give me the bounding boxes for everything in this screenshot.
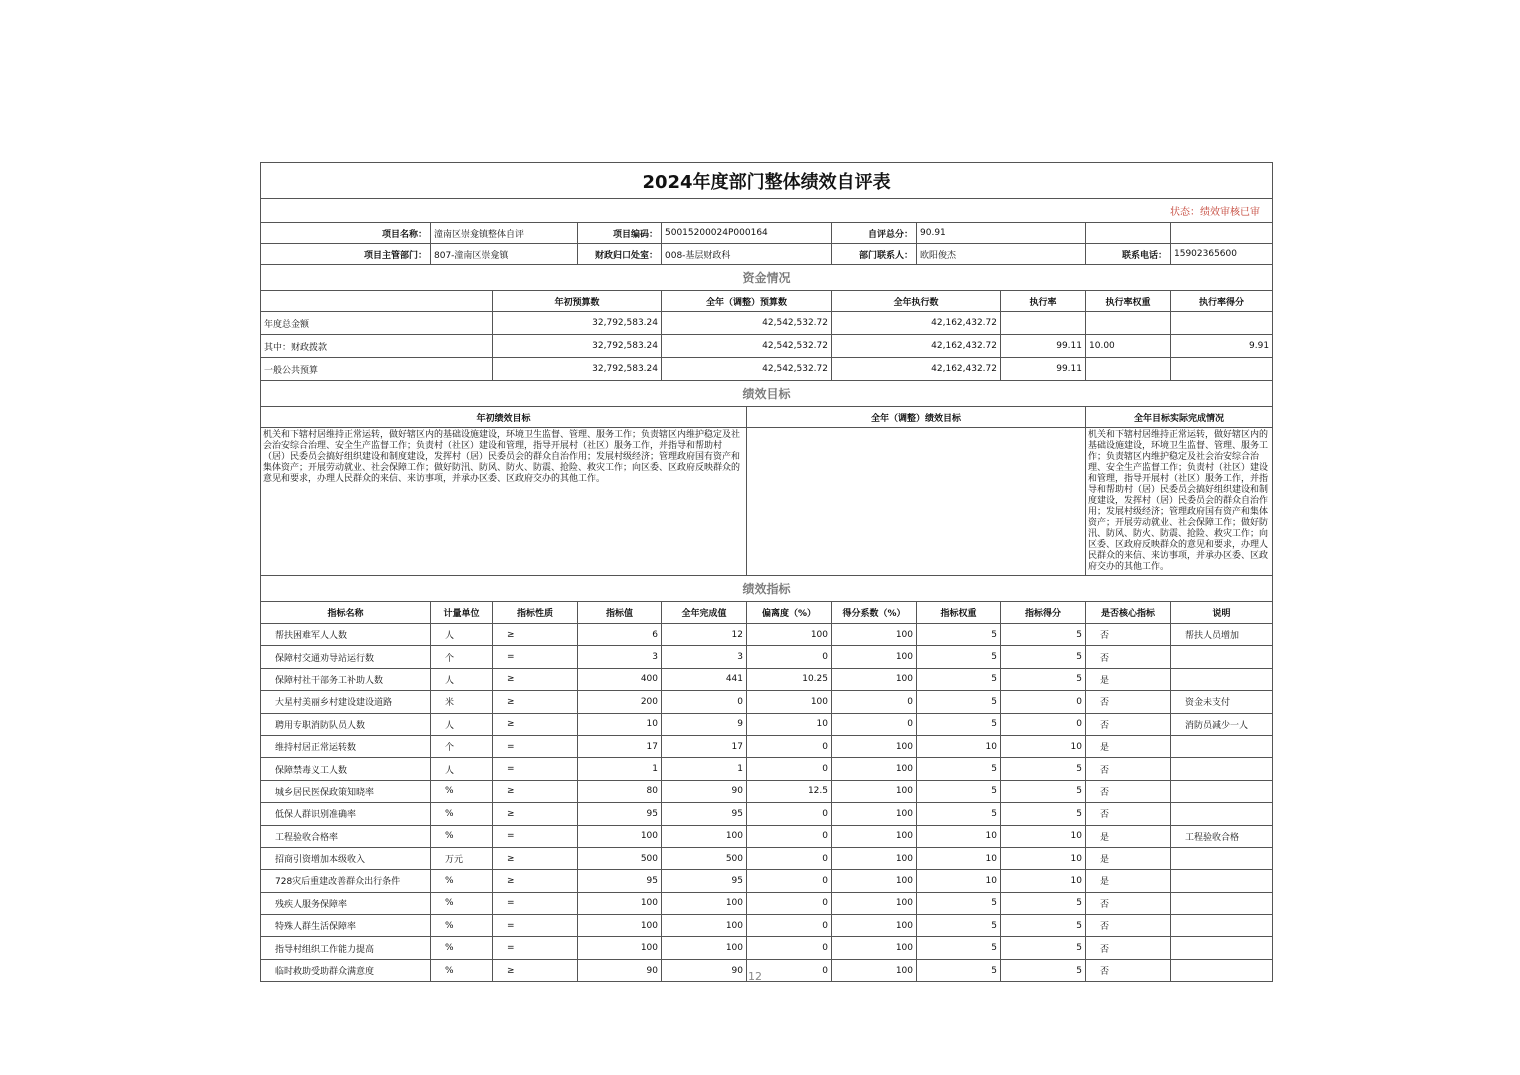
indicator-name: 728灾后重建改善群众出行条件 — [261, 870, 431, 892]
indicators-section-title: 绩效指标 — [261, 576, 1273, 602]
goal-initial-text: 机关和下辖村居维持正常运转，做好辖区内的基础设施建设，环境卫生监督、管理、服务工作；负责辖区内维护稳定及社会治安综合治理、安全生产监督工作；负责村（社区）建设和管理，指导开展村（社区）服务工作，并指导和帮助村（居）民委员会搞好组织建设和制度建设，发挥村（居）民委员会的群众自治作用；发展村级经济；管理政府国有资产和集体资产；开展劳动就业、社会保障工作；做好防汛、防风、防火、防震、抢险、救灾工作；向区委、区政府反映群众的意见和要求，办理人民群众的来信、来访事项，并承办区委、区政府交办的其他工作。 — [261, 428, 747, 576]
indicator-cell: 5 — [1001, 803, 1086, 825]
page-title: 2024年度部门整体绩效自评表 — [261, 163, 1273, 199]
indicator-cell: % — [431, 892, 493, 914]
indicator-cell: 5 — [917, 937, 1001, 959]
funds-header-row — [261, 291, 1273, 312]
indicator-name: 帮扶困难军人人数 — [261, 624, 431, 646]
funds-value — [1001, 312, 1086, 335]
indicator-cell: 0 — [747, 735, 832, 757]
contact-label: 部门联系人： — [832, 244, 917, 265]
status-badge: 状态：绩效审核已审 — [261, 199, 1273, 223]
funds-value: 42,542,532.72 — [662, 335, 832, 358]
indicator-cell: 100 — [832, 825, 917, 847]
indicator-cell: 500 — [662, 847, 747, 869]
indicator-cell: 17 — [662, 735, 747, 757]
indicator-cell: 0 — [747, 937, 832, 959]
score-label: 自评总分： — [832, 223, 917, 244]
project-code-value: 50015200024P000164 — [662, 223, 832, 244]
indicator-cell — [1171, 847, 1273, 869]
phone-value: 15902365600 — [1171, 244, 1273, 265]
indicator-cell: 5 — [917, 780, 1001, 802]
indicator-cell: 5 — [1001, 937, 1086, 959]
indicator-cell: 5 — [1001, 780, 1086, 802]
indicator-header: 指标值 — [578, 602, 662, 624]
indicator-name: 保障村社干部务工补助人数 — [261, 668, 431, 690]
indicator-cell: ≥ — [493, 803, 578, 825]
indicator-cell: 是 — [1086, 735, 1171, 757]
indicator-name: 大星村美丽乡村建设建设道路 — [261, 691, 431, 713]
indicator-cell: = — [493, 825, 578, 847]
indicator-cell: 3 — [578, 646, 662, 668]
indicator-cell: 100 — [662, 937, 747, 959]
indicator-name: 临时救助受助群众满意度 — [261, 959, 431, 981]
table-row — [261, 624, 1273, 646]
indicator-cell: 否 — [1086, 915, 1171, 937]
dept-value: 807-潼南区崇龛镇 — [431, 244, 578, 265]
indicator-cell: 100 — [832, 847, 917, 869]
indicator-cell: 10 — [917, 825, 1001, 847]
indicator-cell: 100 — [832, 870, 917, 892]
indicator-cell: 90 — [578, 959, 662, 981]
indicator-header: 指标得分 — [1001, 602, 1086, 624]
indicator-cell: ≥ — [493, 691, 578, 713]
indicator-cell: % — [431, 937, 493, 959]
funds-value: 42,162,432.72 — [832, 335, 1001, 358]
funds-value: 42,162,432.72 — [832, 312, 1001, 335]
indicator-cell: 10 — [1001, 735, 1086, 757]
indicator-cell: 12 — [662, 624, 747, 646]
evaluation-table — [260, 162, 1273, 982]
indicator-cell: 0 — [662, 691, 747, 713]
table-row — [261, 758, 1273, 780]
indicator-cell: 95 — [578, 803, 662, 825]
indicator-header: 计量单位 — [431, 602, 493, 624]
indicator-name: 城乡居民医保政策知晓率 — [261, 780, 431, 802]
indicator-cell: 资金未支付 — [1171, 691, 1273, 713]
indicator-cell: ≥ — [493, 668, 578, 690]
funds-header: 全年执行数 — [832, 291, 1001, 312]
indicator-cell: 个 — [431, 735, 493, 757]
indicator-cell: 是 — [1086, 668, 1171, 690]
indicator-cell: 5 — [917, 713, 1001, 735]
indicator-cell: 万元 — [431, 847, 493, 869]
indicator-cell: 5 — [917, 758, 1001, 780]
indicator-cell: 5 — [1001, 915, 1086, 937]
indicator-cell: 100 — [832, 780, 917, 802]
indicator-cell: 0 — [747, 803, 832, 825]
indicator-cell: 否 — [1086, 803, 1171, 825]
indicator-cell: 95 — [662, 870, 747, 892]
indicator-cell: = — [493, 937, 578, 959]
table-row — [261, 691, 1273, 713]
indicator-cell: 100 — [832, 803, 917, 825]
table-row — [261, 937, 1273, 959]
indicator-cell: 10 — [1001, 870, 1086, 892]
indicator-cell — [1171, 959, 1273, 981]
indicator-cell: 5 — [917, 646, 1001, 668]
indicator-cell: 100 — [832, 758, 917, 780]
indicator-name: 特殊人群生活保障率 — [261, 915, 431, 937]
indicator-cell: = — [493, 915, 578, 937]
indicator-cell: 10 — [578, 713, 662, 735]
funds-row-name: 其中：财政拨款 — [261, 335, 493, 358]
indicator-cell: 否 — [1086, 758, 1171, 780]
score-value: 90.91 — [917, 223, 1086, 244]
funds-row — [261, 358, 1273, 381]
indicator-cell: 100 — [832, 646, 917, 668]
indicator-cell: % — [431, 870, 493, 892]
indicator-cell: 100 — [832, 892, 917, 914]
phone-label: 联系电话： — [1086, 244, 1171, 265]
indicator-cell: % — [431, 780, 493, 802]
table-row — [261, 803, 1273, 825]
funds-row-name: 年度总金额 — [261, 312, 493, 335]
funds-row — [261, 312, 1273, 335]
indicator-cell: 0 — [1001, 713, 1086, 735]
contact-value: 欧阳俊杰 — [917, 244, 1086, 265]
table-row — [261, 646, 1273, 668]
info-row-2 — [261, 244, 1273, 265]
evaluation-sheet — [260, 162, 1272, 982]
indicator-cell: 否 — [1086, 937, 1171, 959]
indicator-cell: 0 — [747, 847, 832, 869]
indicator-cell — [1171, 758, 1273, 780]
indicator-cell: 否 — [1086, 713, 1171, 735]
funds-header: 年初预算数 — [493, 291, 662, 312]
funds-value — [1086, 358, 1171, 381]
indicator-cell: 95 — [578, 870, 662, 892]
indicator-cell: 帮扶人员增加 — [1171, 624, 1273, 646]
indicator-cell: 否 — [1086, 892, 1171, 914]
indicator-cell: 5 — [917, 915, 1001, 937]
goals-content-row — [261, 428, 1273, 576]
indicator-cell: ≥ — [493, 624, 578, 646]
goals-header: 全年目标实际完成情况 — [1086, 407, 1273, 428]
indicator-cell: 人 — [431, 624, 493, 646]
indicator-cell: 否 — [1086, 780, 1171, 802]
indicator-cell: 5 — [917, 959, 1001, 981]
table-row — [261, 959, 1273, 981]
funds-value — [1086, 312, 1171, 335]
indicator-cell: 5 — [917, 803, 1001, 825]
indicator-cell: 12.5 — [747, 780, 832, 802]
indicator-cell: 否 — [1086, 646, 1171, 668]
indicator-cell: ≥ — [493, 713, 578, 735]
funds-section-title: 资金情况 — [261, 265, 1273, 291]
indicator-cell: 10 — [917, 870, 1001, 892]
indicator-cell: % — [431, 959, 493, 981]
indicator-cell: 人 — [431, 668, 493, 690]
indicator-cell: = — [493, 892, 578, 914]
indicator-cell: 400 — [578, 668, 662, 690]
funds-value — [1171, 358, 1273, 381]
indicator-header: 偏离度（%） — [747, 602, 832, 624]
indicator-cell: = — [493, 646, 578, 668]
indicator-cell: 10 — [917, 847, 1001, 869]
indicator-cell: 100 — [747, 624, 832, 646]
indicator-cell: 100 — [832, 937, 917, 959]
indicator-cell: ≥ — [493, 959, 578, 981]
indicator-name: 保障禁毒义工人数 — [261, 758, 431, 780]
funds-row — [261, 335, 1273, 358]
indicator-cell: 是 — [1086, 870, 1171, 892]
funds-header: 执行率权重 — [1086, 291, 1171, 312]
indicator-cell: % — [431, 915, 493, 937]
indicator-cell: 0 — [747, 825, 832, 847]
indicator-cell: 10.25 — [747, 668, 832, 690]
indicator-cell: 9 — [662, 713, 747, 735]
indicator-cell: 441 — [662, 668, 747, 690]
indicator-cell: 0 — [747, 892, 832, 914]
indicator-cell: 0 — [747, 959, 832, 981]
indicator-cell: 5 — [917, 668, 1001, 690]
indicator-cell: 人 — [431, 758, 493, 780]
indicator-cell: 5 — [1001, 959, 1086, 981]
indicator-cell: 1 — [578, 758, 662, 780]
indicator-cell: 10 — [1001, 825, 1086, 847]
indicator-cell: 100 — [662, 892, 747, 914]
indicator-cell: 1 — [662, 758, 747, 780]
indicator-cell: 否 — [1086, 624, 1171, 646]
indicator-cell: 0 — [1001, 691, 1086, 713]
indicator-cell — [1171, 780, 1273, 802]
indicator-cell — [1171, 915, 1273, 937]
indicator-cell: 5 — [1001, 892, 1086, 914]
funds-value — [1171, 312, 1273, 335]
indicator-cell: 工程验收合格 — [1171, 825, 1273, 847]
table-row — [261, 668, 1273, 690]
indicator-cell: 5 — [917, 691, 1001, 713]
project-name-value: 潼南区崇龛镇整体自评 — [431, 223, 578, 244]
table-row — [261, 735, 1273, 757]
indicator-cell: = — [493, 735, 578, 757]
dept-label: 项目主管部门： — [261, 244, 431, 265]
indicator-cell: ≥ — [493, 780, 578, 802]
indicator-header: 指标名称 — [261, 602, 431, 624]
goals-header: 全年（调整）绩效目标 — [747, 407, 1086, 428]
funds-value: 42,162,432.72 — [832, 358, 1001, 381]
indicator-cell: % — [431, 803, 493, 825]
indicator-cell — [1171, 870, 1273, 892]
indicator-name: 低保人群识别准确率 — [261, 803, 431, 825]
table-row — [261, 825, 1273, 847]
indicator-name: 维持村居正常运转数 — [261, 735, 431, 757]
funds-value: 9.91 — [1171, 335, 1273, 358]
funds-value: 42,542,532.72 — [662, 312, 832, 335]
indicator-cell: 0 — [747, 758, 832, 780]
table-row — [261, 892, 1273, 914]
indicator-cell: 0 — [832, 691, 917, 713]
indicator-cell: 人 — [431, 713, 493, 735]
indicator-cell: 0 — [747, 915, 832, 937]
indicator-cell: 17 — [578, 735, 662, 757]
finance-value: 008-基层财政科 — [662, 244, 832, 265]
indicator-name: 残疾人服务保障率 — [261, 892, 431, 914]
funds-header: 全年（调整）预算数 — [662, 291, 832, 312]
funds-value: 99.11 — [1001, 358, 1086, 381]
table-row — [261, 870, 1273, 892]
indicator-cell: % — [431, 825, 493, 847]
goals-header: 年初绩效目标 — [261, 407, 747, 428]
table-row — [261, 915, 1273, 937]
indicator-cell: 10 — [747, 713, 832, 735]
indicator-cell — [1171, 668, 1273, 690]
indicator-name: 保障村交通劝导站运行数 — [261, 646, 431, 668]
funds-value: 42,542,532.72 — [662, 358, 832, 381]
indicator-cell: 0 — [747, 646, 832, 668]
project-name-label: 项目名称： — [261, 223, 431, 244]
table-row — [261, 780, 1273, 802]
indicator-cell: 200 — [578, 691, 662, 713]
indicator-cell: 100 — [832, 668, 917, 690]
goal-actual-text: 机关和下辖村居维持正常运转，做好辖区内的基础设施建设，环境卫生监督、管理、服务工作；负责辖区内维护稳定及社会治安综合治理、安全生产监督工作；负责村（社区）建设和管理，指导开展村（社区）服务工作，并指导和帮助村（居）民委员会搞好组织建设和制度建设，发挥村（居）民委员会的群众自治作用；发展村级经济；管理政府国有资产和集体资产；开展劳动就业、社会保障工作；做好防汛、防风、防火、防震、抢险、救灾工作；向区委、区政府反映群众的意见和要求，办理人民群众的来信、来访事项，并承办区委、区政府交办的其他工作。 — [1086, 428, 1273, 576]
indicator-header: 是否核心指标 — [1086, 602, 1171, 624]
indicator-cell — [1171, 937, 1273, 959]
funds-header: 执行率 — [1001, 291, 1086, 312]
indicator-cell: = — [493, 758, 578, 780]
indicator-cell: 5 — [1001, 668, 1086, 690]
funds-row-name: 一般公共预算 — [261, 358, 493, 381]
indicator-cell: 否 — [1086, 959, 1171, 981]
goal-adjusted-text — [747, 428, 1086, 576]
indicator-cell: 100 — [578, 915, 662, 937]
indicator-cell: 80 — [578, 780, 662, 802]
goals-section-title: 绩效目标 — [261, 381, 1273, 407]
indicator-cell: 10 — [917, 735, 1001, 757]
indicator-cell: 5 — [1001, 646, 1086, 668]
funds-value: 32,792,583.24 — [493, 358, 662, 381]
finance-label: 财政归口处室： — [578, 244, 662, 265]
indicator-cell: 否 — [1086, 691, 1171, 713]
funds-header-blank — [261, 291, 493, 312]
indicator-name: 指导村组织工作能力提高 — [261, 937, 431, 959]
funds-header: 执行率得分 — [1171, 291, 1273, 312]
indicator-cell: 消防员减少一人 — [1171, 713, 1273, 735]
goals-header-row — [261, 407, 1273, 428]
indicator-cell: 是 — [1086, 825, 1171, 847]
indicator-cell: 5 — [917, 892, 1001, 914]
indicator-cell: 100 — [578, 892, 662, 914]
indicator-cell: 500 — [578, 847, 662, 869]
indicator-header: 指标性质 — [493, 602, 578, 624]
indicator-cell: 0 — [832, 713, 917, 735]
indicator-cell: ≥ — [493, 847, 578, 869]
indicator-cell: 个 — [431, 646, 493, 668]
indicator-cell: 100 — [832, 915, 917, 937]
indicator-header: 说明 — [1171, 602, 1273, 624]
indicator-cell: 0 — [747, 870, 832, 892]
indicator-header: 得分系数（%） — [832, 602, 917, 624]
indicators-header-row — [261, 602, 1273, 624]
empty-cell — [1171, 223, 1273, 244]
page-number: 12 — [748, 970, 762, 983]
indicator-cell: 5 — [917, 624, 1001, 646]
table-row — [261, 713, 1273, 735]
indicator-cell — [1171, 735, 1273, 757]
info-row-1 — [261, 223, 1273, 244]
indicator-cell: 95 — [662, 803, 747, 825]
indicator-cell: 10 — [1001, 847, 1086, 869]
indicator-cell: 3 — [662, 646, 747, 668]
indicator-cell — [1171, 803, 1273, 825]
indicator-name: 工程验收合格率 — [261, 825, 431, 847]
funds-value: 99.11 — [1001, 335, 1086, 358]
indicator-cell: 100 — [578, 937, 662, 959]
indicator-cell: 5 — [1001, 758, 1086, 780]
indicator-cell: 米 — [431, 691, 493, 713]
indicator-cell: 100 — [832, 735, 917, 757]
indicator-cell: ≥ — [493, 870, 578, 892]
indicator-cell: 是 — [1086, 847, 1171, 869]
indicator-cell: 100 — [578, 825, 662, 847]
indicator-cell: 100 — [662, 915, 747, 937]
indicator-cell: 100 — [662, 825, 747, 847]
indicator-cell — [1171, 892, 1273, 914]
funds-value: 10.00 — [1086, 335, 1171, 358]
indicator-header: 指标权重 — [917, 602, 1001, 624]
indicator-cell: 100 — [832, 624, 917, 646]
funds-value: 32,792,583.24 — [493, 335, 662, 358]
empty-cell — [1086, 223, 1171, 244]
indicator-cell: 5 — [1001, 624, 1086, 646]
funds-value: 32,792,583.24 — [493, 312, 662, 335]
indicator-cell: 90 — [662, 959, 747, 981]
indicator-name: 招商引资增加本级收入 — [261, 847, 431, 869]
indicator-cell — [1171, 646, 1273, 668]
indicator-name: 聘用专职消防队员人数 — [261, 713, 431, 735]
indicator-cell: 100 — [747, 691, 832, 713]
indicator-header: 全年完成值 — [662, 602, 747, 624]
indicator-cell: 6 — [578, 624, 662, 646]
indicator-cell: 100 — [832, 959, 917, 981]
project-code-label: 项目编码： — [578, 223, 662, 244]
table-row — [261, 847, 1273, 869]
indicator-cell: 90 — [662, 780, 747, 802]
